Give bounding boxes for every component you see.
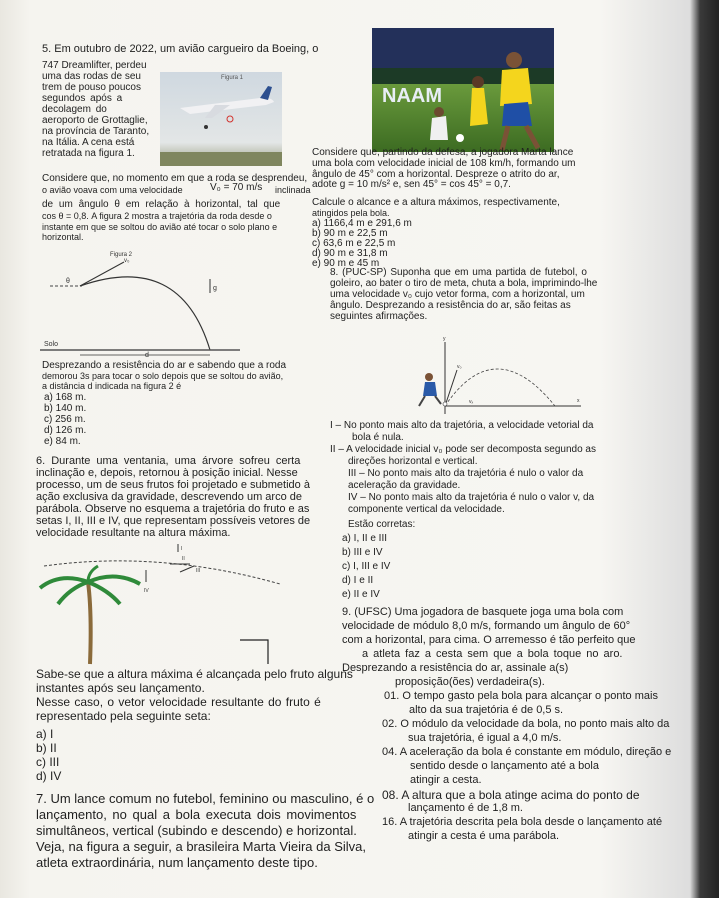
q8-option-a[interactable]: a) I, II e III bbox=[342, 533, 388, 544]
q9-line-11: 04. A aceleração da bola é constante em módulo, direção e bbox=[382, 746, 672, 758]
q6-line-7: velocidade resultante na altura máxima. bbox=[36, 527, 231, 539]
q5-line-4: trem de pouso poucos bbox=[42, 82, 141, 93]
ground-label: Solo bbox=[44, 341, 59, 348]
q7-line-3: simultâneos, vertical (subindo e descendo) e horizontal. bbox=[36, 823, 357, 838]
q5-option-e[interactable]: e) 84 m. bbox=[44, 436, 81, 447]
q9-line-6: proposição(ões) verdadeira(s). bbox=[395, 676, 545, 688]
q6-after-3: Nesse caso, o vetor velocidade resultante do fruto é bbox=[36, 695, 321, 709]
q8-option-c[interactable]: c) I, III e IV bbox=[342, 561, 391, 572]
q6-line-6: setas I, II, III e IV, que representam possíveis vetores de bbox=[36, 515, 311, 527]
q7-body-1: Considere que, partindo da defesa, a jogadora Marta lance bbox=[312, 147, 574, 158]
q6-option-b[interactable]: b) II bbox=[36, 741, 57, 755]
q5-body-4: de um ângulo θ em relação à horizontal, tal que bbox=[42, 199, 281, 210]
q8-line-4: ângulo. Desprezando a resistência do ar, são feitas as bbox=[330, 300, 571, 311]
q7-option-c[interactable]: c) 63,6 m e 22,5 m bbox=[312, 238, 396, 249]
figure-goal-kick bbox=[395, 322, 595, 422]
q5-line-3: uma das rodas de seu bbox=[42, 71, 141, 82]
q5-option-a[interactable]: a) 168 m. bbox=[44, 392, 87, 403]
arrow-IV-label: IV bbox=[144, 588, 149, 594]
q5-body-7: horizontal. bbox=[42, 232, 84, 242]
figure2-label: Figura 2 bbox=[110, 252, 133, 258]
g-label: g bbox=[213, 285, 217, 292]
q6-option-d[interactable]: d) IV bbox=[36, 769, 62, 783]
q5-option-b[interactable]: b) 140 m. bbox=[44, 403, 87, 414]
q9-line-9: 02. O módulo da velocidade da bola, no ponto mais alto da bbox=[382, 718, 670, 730]
q7-line-4: Veja, na figura a seguir, a brasileira Marta Vieira da Silva, bbox=[36, 839, 366, 854]
q8-stmt-2: II – A velocidade inicial v₀ pode ser decomposta segundo as bbox=[330, 444, 596, 455]
q8-stmt-3b: aceleração da gravidade. bbox=[348, 480, 461, 491]
q5-velocity-formula: V₀ = 70 m/s bbox=[210, 182, 263, 193]
q5-body-3: inclinada bbox=[275, 185, 311, 195]
q7-option-e[interactable]: e) 90 m e 45 m bbox=[312, 258, 380, 269]
q5-line-5: segundos após a bbox=[42, 93, 123, 104]
q7-line-2: lançamento, no qual a bola executa dois movimentos bbox=[36, 807, 357, 822]
figure1-label: Figura 1 bbox=[221, 75, 244, 81]
q5-body-1: Considere que, no momento em que a roda se desprendeu, bbox=[42, 173, 308, 184]
q9-line-12: sentido desde o lançamento até a bola bbox=[410, 760, 599, 772]
q9-line-8: alto da sua trajetória é de 0,5 s. bbox=[409, 704, 564, 716]
vx-label: vₓ bbox=[469, 399, 474, 405]
q7-body-3: ângulo de 45° com a horizontal. Despreze o atrito do ar, bbox=[312, 169, 560, 180]
q9-line-3: com a horizontal, para cima. O arremesso é tão perfeito que bbox=[342, 634, 636, 646]
figure-palm-tree bbox=[30, 542, 330, 666]
q6-line-2: inclinação e, depois, retornou à posição inicial. Nesse bbox=[36, 467, 298, 479]
q5-line-7: aeroporto de Grottaglie, bbox=[42, 115, 148, 126]
axis-y-label: y bbox=[443, 336, 446, 342]
q5-line-6: decolagem do bbox=[42, 104, 107, 115]
q6-option-a[interactable]: a) I bbox=[36, 727, 54, 741]
q6-line-3: processo, um de seus frutos foi projetado e submetido à bbox=[36, 479, 310, 491]
q6-line-5: parábola. Observe no esquema a trajetória do fruto e as bbox=[36, 503, 310, 515]
q8-stmt-2b: direções horizontal e vertical. bbox=[348, 456, 478, 467]
theta-label: θ bbox=[66, 278, 70, 285]
figure1-plane-photo bbox=[160, 72, 282, 166]
q7-body-6: atingidos pela bola. bbox=[312, 208, 390, 218]
q5-line-8: na província de Taranto, bbox=[42, 126, 150, 137]
q8-option-d[interactable]: d) I e II bbox=[342, 575, 374, 586]
q7-body-4: adote g = 10 m/s² e, sen 45° = cos 45° = 0,7. bbox=[312, 179, 511, 190]
q9-line-5: Desprezando a resistência do ar, assinale a(s) bbox=[342, 662, 569, 674]
q7-option-d[interactable]: d) 90 m e 31,8 m bbox=[312, 248, 388, 259]
q7-body-2: uma bola com velocidade inicial de 108 km/h, formando um bbox=[312, 158, 576, 169]
axis-x-label: x bbox=[577, 398, 580, 404]
q8-option-e[interactable]: e) II e IV bbox=[342, 589, 380, 600]
q5-line-10: retratada na figura 1. bbox=[42, 148, 135, 159]
q8-stmt-3: III – No ponto mais alto da trajetória é nulo o valor da bbox=[348, 468, 584, 479]
photo-banner-text: NAAM bbox=[382, 85, 442, 107]
q9-line-13: atingir a cesta. bbox=[410, 774, 482, 786]
q5-body-2: o avião voava com uma velocidade bbox=[42, 185, 183, 195]
q8-line-1: 8. (PUC-SP) Suponha que em uma partida de futebol, o bbox=[330, 267, 587, 278]
q6-after-1: Sabe-se que a altura máxima é alcançada pelo fruto alguns bbox=[36, 667, 353, 681]
q9-line-15: lançamento é de 1,8 m. bbox=[408, 802, 523, 814]
q7-line-1: 7. Um lance comum no futebol, feminino ou masculino, é o bbox=[36, 791, 375, 806]
q5-line-2: 747 Dreamlifter, perdeu bbox=[42, 60, 147, 71]
arrow-I-label: I bbox=[181, 546, 183, 552]
marta-photo bbox=[372, 28, 554, 152]
q6-option-c[interactable]: c) III bbox=[36, 755, 60, 769]
q6-after-2: instantes após seu lançamento. bbox=[36, 681, 205, 695]
q5-after-2: demorou 3s para tocar o solo depois que se soltou do avião, bbox=[42, 371, 284, 381]
q9-line-7: 01. O tempo gasto pela bola para alcançar o ponto mais bbox=[384, 690, 658, 702]
q9-line-1: 9. (UFSC) Uma jogadora de basquete joga uma bola com bbox=[342, 606, 624, 618]
q8-line-2: goleiro, ao bater o tiro de meta, chuta a bola, imprimindo-lhe bbox=[330, 278, 598, 289]
q8-stmt-1b: bola é nula. bbox=[352, 432, 404, 443]
q5-line-9: na Itália. A cena está bbox=[42, 137, 135, 148]
q9-line-10: sua trajetória, é igual a 4,0 m/s. bbox=[408, 732, 562, 744]
q9-line-2: velocidade de módulo 8,0 m/s, formando um ângulo de 60° bbox=[342, 620, 631, 632]
q6-line-1: 6. Durante uma ventania, uma árvore sofreu certa bbox=[36, 455, 301, 467]
q9-line-4: a atleta faz a cesta sem que a bola toque no aro. bbox=[362, 648, 623, 660]
q9-line-14: 08. A altura que a bola atinge acima do ponto de bbox=[382, 788, 640, 802]
q5-option-c[interactable]: c) 256 m. bbox=[44, 414, 86, 425]
q5-body-6: instante em que se soltou do avião até tocar o solo plano e bbox=[42, 222, 278, 232]
q6-line-4: ação exclusiva da gravidade, descrevendo um arco de bbox=[36, 491, 302, 503]
q8-option-b[interactable]: b) III e IV bbox=[342, 547, 383, 558]
q5-line-1: 5. Em outubro de 2022, um avião cargueiro da Boeing, o bbox=[42, 43, 319, 55]
q9-line-17: atingir a cesta é uma parábola. bbox=[408, 830, 560, 842]
q8-stmt-4: IV – No ponto mais alto da trajetória é nulo o valor v, da bbox=[348, 492, 595, 503]
v0-label: v₀ bbox=[124, 258, 130, 264]
q5-after-3: a distância d indicada na figura 2 é bbox=[42, 381, 182, 391]
q8-line-5: seguintes afirmações. bbox=[330, 311, 428, 322]
q8-line-3: uma velocidade v₀ cujo vetor forma, com a horizontal, um bbox=[330, 289, 585, 300]
d-label: d bbox=[145, 352, 149, 358]
q5-body-5: cos θ = 0,8. A figura 2 mostra a trajetória da roda desde o bbox=[42, 211, 272, 221]
q7-option-a[interactable]: a) 1166,4 m e 291,6 m bbox=[312, 218, 412, 229]
q9-line-16: 16. A trajetória descrita pela bola desde o lançamento até bbox=[382, 816, 663, 828]
q7-line-5: atleta extraordinária, num lançamento deste tipo. bbox=[36, 855, 318, 870]
arrow-II-label: II bbox=[182, 556, 185, 562]
q7-option-b[interactable]: b) 90 m e 22,5 m bbox=[312, 228, 388, 239]
arrow-III-label: III bbox=[196, 568, 201, 574]
q5-after-1: Desprezando a resistência do ar e sabendo que a roda bbox=[42, 360, 287, 371]
q5-option-d[interactable]: d) 126 m. bbox=[44, 425, 87, 436]
figure2-trajectory bbox=[40, 246, 240, 358]
q7-body-5: Calcule o alcance e a altura máximos, respectivamente, bbox=[312, 197, 560, 208]
v0-vector-label: v₀ bbox=[457, 364, 462, 370]
q6-after-4: representado pela seguinte seta: bbox=[36, 709, 211, 723]
q8-correct-label: Estão corretas: bbox=[348, 519, 416, 530]
q8-stmt-4b: componente vertical da velocidade. bbox=[348, 504, 505, 515]
q8-stmt-1: I – No ponto mais alto da trajetória, a velocidade vetorial da bbox=[330, 420, 594, 431]
